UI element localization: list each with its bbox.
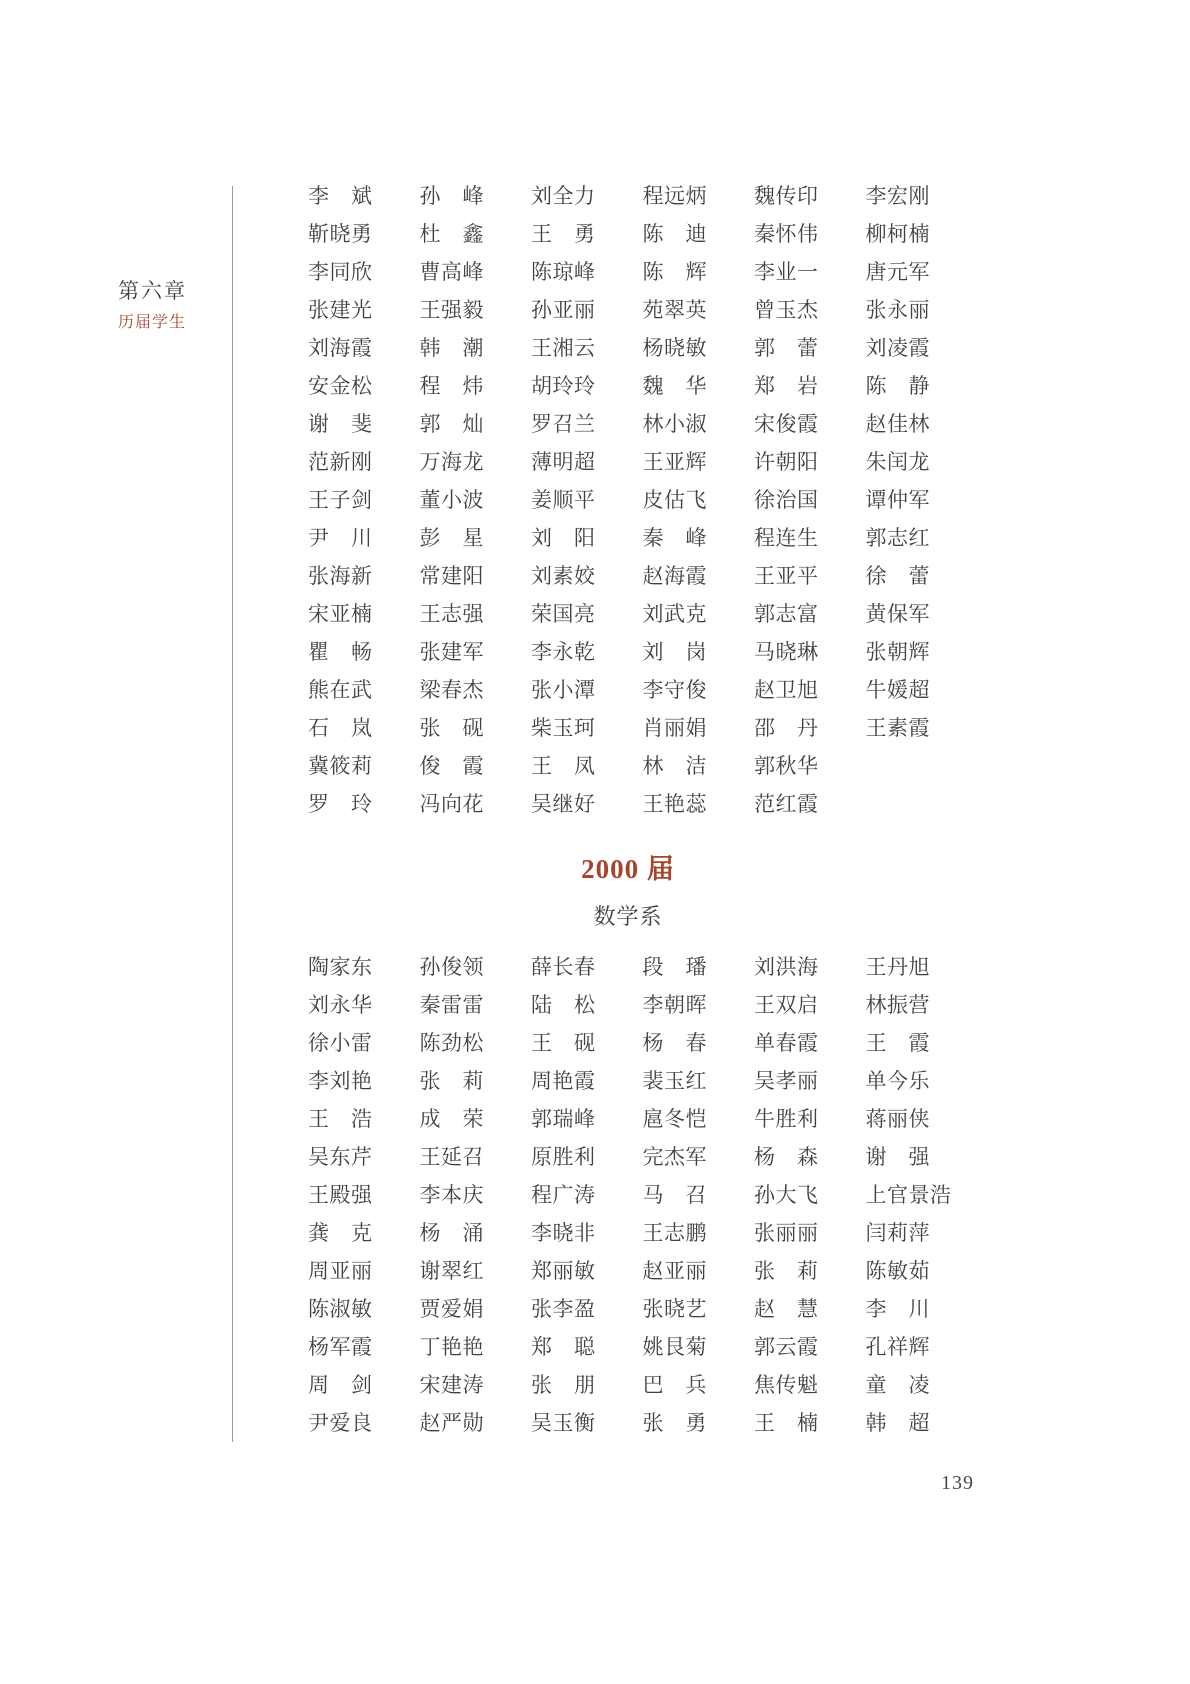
student-name: 张 莉 — [419, 1069, 484, 1093]
student-name: 郭 蕾 — [754, 336, 819, 360]
student-name: 程连生 — [754, 526, 819, 550]
student-name: 王殿强 — [308, 1183, 373, 1207]
name-row — [308, 1023, 980, 1061]
student-name: 王亚辉 — [642, 450, 707, 474]
name-row — [308, 252, 980, 290]
student-name: 赵卫旭 — [754, 678, 819, 702]
student-name: 牛媛超 — [865, 678, 930, 702]
student-name: 胡玲玲 — [531, 374, 596, 398]
student-name: 程广涛 — [531, 1183, 596, 1207]
student-name: 谢 强 — [865, 1145, 930, 1169]
chapter-title: 第六章 — [118, 279, 187, 303]
student-name: 靳晓勇 — [308, 222, 373, 246]
student-name: 杨 涌 — [419, 1221, 484, 1245]
student-name: 张永丽 — [865, 298, 930, 322]
student-name: 苑翠英 — [642, 298, 707, 322]
student-name: 林振营 — [865, 993, 930, 1017]
student-name: 董小波 — [419, 488, 484, 512]
student-name: 张小潭 — [531, 678, 596, 702]
student-name: 王 浩 — [308, 1107, 373, 1131]
student-name: 郭 灿 — [419, 412, 484, 436]
student-name: 周 剑 — [308, 1373, 373, 1397]
student-name: 常建阳 — [419, 564, 484, 588]
student-name: 魏 华 — [642, 374, 707, 398]
student-name: 马晓琳 — [754, 640, 819, 664]
name-row — [308, 670, 980, 708]
student-name: 张 勇 — [642, 1411, 707, 1435]
name-row — [308, 1175, 980, 1213]
name-row — [308, 442, 980, 480]
student-name: 王素霞 — [865, 716, 930, 740]
name-row — [308, 1137, 980, 1175]
student-name: 王丹旭 — [865, 955, 930, 979]
class-year-heading: 2000 届 — [581, 854, 675, 884]
name-row — [308, 985, 980, 1023]
student-name: 黄保军 — [865, 602, 930, 626]
student-name: 张建光 — [308, 298, 373, 322]
name-row — [308, 404, 980, 442]
student-name: 王子剑 — [308, 488, 373, 512]
name-row — [308, 746, 980, 784]
student-name: 赵 慧 — [754, 1297, 819, 1321]
student-name: 裴玉红 — [642, 1069, 707, 1093]
student-name: 姚艮菊 — [642, 1335, 707, 1359]
student-name: 郭秋华 — [754, 754, 819, 778]
student-name: 李永乾 — [531, 640, 596, 664]
student-name: 李 斌 — [308, 184, 373, 208]
student-name: 王 楠 — [754, 1411, 819, 1435]
student-name: 陈 迪 — [642, 222, 707, 246]
student-name: 许朝阳 — [754, 450, 819, 474]
student-name: 王志鹏 — [642, 1221, 707, 1245]
name-row — [308, 1327, 980, 1365]
student-name: 陈敏茹 — [865, 1259, 930, 1283]
student-name: 赵严勋 — [419, 1411, 484, 1435]
student-name: 李 川 — [865, 1297, 930, 1321]
student-name: 尹爱良 — [308, 1411, 373, 1435]
student-name: 扈冬恺 — [642, 1107, 707, 1131]
department-heading: 数学系 — [593, 904, 663, 929]
name-row — [308, 708, 980, 746]
student-name: 李同欣 — [308, 260, 373, 284]
student-name: 王艳蕊 — [642, 792, 707, 816]
name-row — [308, 176, 980, 214]
name-row — [308, 328, 980, 366]
roster-grid-previous-class — [308, 176, 980, 822]
student-name: 石 岚 — [308, 716, 373, 740]
chapter-sidebar — [118, 281, 224, 331]
student-name: 贾爱娟 — [419, 1297, 484, 1321]
student-name: 焦传魁 — [754, 1373, 819, 1397]
student-name: 龚 克 — [308, 1221, 373, 1245]
student-name: 瞿 畅 — [308, 640, 373, 664]
student-name: 王湘云 — [531, 336, 596, 360]
student-name: 魏传印 — [754, 184, 819, 208]
student-name: 上官景浩 — [865, 1183, 952, 1207]
student-name: 陈 辉 — [642, 260, 707, 284]
student-name: 吴孝丽 — [754, 1069, 819, 1093]
name-row — [308, 632, 980, 670]
student-name: 完杰军 — [642, 1145, 707, 1169]
student-name: 孙大飞 — [754, 1183, 819, 1207]
student-name: 刘凌霞 — [865, 336, 930, 360]
student-name: 牛胜利 — [754, 1107, 819, 1131]
student-name: 韩 潮 — [419, 336, 484, 360]
student-name: 邵 丹 — [754, 716, 819, 740]
student-name: 刘永华 — [308, 993, 373, 1017]
student-name: 罗召兰 — [531, 412, 596, 436]
student-name: 张李盈 — [531, 1297, 596, 1321]
student-name: 周亚丽 — [308, 1259, 373, 1283]
student-name: 李晓非 — [531, 1221, 596, 1245]
student-name: 刘洪海 — [754, 955, 819, 979]
student-name: 陈 静 — [865, 374, 930, 398]
student-name: 王双启 — [754, 993, 819, 1017]
student-name: 俊 霞 — [419, 754, 484, 778]
roster-grid-class-2000 — [308, 947, 980, 1441]
student-name: 肖丽娟 — [642, 716, 707, 740]
name-row — [308, 1289, 980, 1327]
name-row — [308, 1213, 980, 1251]
student-name: 郭志富 — [754, 602, 819, 626]
name-row — [308, 366, 980, 404]
student-name: 杨 森 — [754, 1145, 819, 1169]
student-name: 吴东芹 — [308, 1145, 373, 1169]
student-name: 李朝晖 — [642, 993, 707, 1017]
student-name: 彭 星 — [419, 526, 484, 550]
student-name: 王 勇 — [531, 222, 596, 246]
student-name: 王志强 — [419, 602, 484, 626]
student-name: 陈琼峰 — [531, 260, 596, 284]
student-name: 刘素姣 — [531, 564, 596, 588]
student-name: 巴 兵 — [642, 1373, 707, 1397]
student-name: 张 莉 — [754, 1259, 819, 1283]
student-name: 刘海霞 — [308, 336, 373, 360]
page-number: 139 — [941, 1472, 974, 1494]
student-name: 李宏刚 — [865, 184, 930, 208]
name-row — [308, 784, 980, 822]
student-name: 徐 蕾 — [865, 564, 930, 588]
chapter-subtitle: 历届学生 — [118, 314, 187, 331]
student-name: 李业一 — [754, 260, 819, 284]
student-name: 冀筱莉 — [308, 754, 373, 778]
name-row — [308, 1099, 980, 1137]
student-name: 王 霞 — [865, 1031, 930, 1055]
student-name: 郑 聪 — [531, 1335, 596, 1359]
student-name: 宋俊霞 — [754, 412, 819, 436]
student-name: 王强毅 — [419, 298, 484, 322]
student-name: 成 荣 — [419, 1107, 484, 1131]
name-row — [308, 1061, 980, 1099]
name-row — [308, 290, 980, 328]
student-name: 宋亚楠 — [308, 602, 373, 626]
student-name: 孔祥辉 — [865, 1335, 930, 1359]
student-name: 林 洁 — [642, 754, 707, 778]
student-name: 朱闰龙 — [865, 450, 930, 474]
student-name: 孙亚丽 — [531, 298, 596, 322]
student-name: 赵亚丽 — [642, 1259, 707, 1283]
student-name: 段 璠 — [642, 955, 707, 979]
name-row — [308, 1251, 980, 1289]
student-name: 郑 岩 — [754, 374, 819, 398]
student-name: 梁春杰 — [419, 678, 484, 702]
student-name: 李守俊 — [642, 678, 707, 702]
student-roster — [308, 176, 980, 1441]
student-name: 秦 峰 — [642, 526, 707, 550]
student-name: 罗 玲 — [308, 792, 373, 816]
student-name: 秦雷雷 — [419, 993, 484, 1017]
student-name: 李本庆 — [419, 1183, 484, 1207]
student-name: 孙 峰 — [419, 184, 484, 208]
student-name: 周艳霞 — [531, 1069, 596, 1093]
student-name: 柴玉珂 — [531, 716, 596, 740]
student-name: 王延召 — [419, 1145, 484, 1169]
student-name: 郑丽敏 — [531, 1259, 596, 1283]
student-name: 谢 斐 — [308, 412, 373, 436]
student-name: 杨晓敏 — [642, 336, 707, 360]
student-name: 刘 阳 — [531, 526, 596, 550]
student-name: 赵佳林 — [865, 412, 930, 436]
student-name: 张建军 — [419, 640, 484, 664]
student-name: 宋建涛 — [419, 1373, 484, 1397]
student-name: 徐治国 — [754, 488, 819, 512]
chapter-divider-line — [232, 186, 233, 1442]
student-name: 王 凤 — [531, 754, 596, 778]
student-name: 郭志红 — [865, 526, 930, 550]
student-name: 李刘艳 — [308, 1069, 373, 1093]
student-name: 林小淑 — [642, 412, 707, 436]
student-name: 薛长春 — [531, 955, 596, 979]
student-name: 陶家东 — [308, 955, 373, 979]
student-name: 王亚平 — [754, 564, 819, 588]
student-name: 安金松 — [308, 374, 373, 398]
student-name: 徐小雷 — [308, 1031, 373, 1055]
student-name: 万海龙 — [419, 450, 484, 474]
student-name: 范新刚 — [308, 450, 373, 474]
name-row — [308, 480, 980, 518]
student-name: 张丽丽 — [754, 1221, 819, 1245]
name-row — [308, 556, 980, 594]
student-name: 陈淑敏 — [308, 1297, 373, 1321]
student-name: 曹高峰 — [419, 260, 484, 284]
student-name: 程 炜 — [419, 374, 484, 398]
student-name: 刘 岗 — [642, 640, 707, 664]
student-name: 秦怀伟 — [754, 222, 819, 246]
student-name: 薄明超 — [531, 450, 596, 474]
student-name: 吴继好 — [531, 792, 596, 816]
student-name: 张海新 — [308, 564, 373, 588]
student-name: 谭仲军 — [865, 488, 930, 512]
student-name: 曾玉杰 — [754, 298, 819, 322]
name-row — [308, 947, 980, 985]
student-name: 王 砚 — [531, 1031, 596, 1055]
student-name: 杜 鑫 — [419, 222, 484, 246]
student-name: 郭瑞峰 — [531, 1107, 596, 1131]
student-name: 吴玉衡 — [531, 1411, 596, 1435]
student-name: 张 砚 — [419, 716, 484, 740]
student-name: 皮估飞 — [642, 488, 707, 512]
name-row — [308, 518, 980, 556]
student-name: 尹 川 — [308, 526, 373, 550]
student-name: 马 召 — [642, 1183, 707, 1207]
name-row — [308, 594, 980, 632]
student-name: 刘全力 — [531, 184, 596, 208]
student-name: 丁艳艳 — [419, 1335, 484, 1359]
student-name: 原胜利 — [531, 1145, 596, 1169]
student-name: 杨军霞 — [308, 1335, 373, 1359]
name-row — [308, 1365, 980, 1403]
student-name: 杨 春 — [642, 1031, 707, 1055]
student-name: 赵海霞 — [642, 564, 707, 588]
student-name: 韩 超 — [865, 1411, 930, 1435]
student-name: 单今乐 — [865, 1069, 930, 1093]
student-name: 程远炳 — [642, 184, 707, 208]
student-name: 陈劲松 — [419, 1031, 484, 1055]
student-name: 柳柯楠 — [865, 222, 930, 246]
student-name: 谢翠红 — [419, 1259, 484, 1283]
student-name: 范红霞 — [754, 792, 819, 816]
student-name: 荣国亮 — [531, 602, 596, 626]
student-name: 陆 松 — [531, 993, 596, 1017]
student-name: 张 朋 — [531, 1373, 596, 1397]
student-name: 冯向花 — [419, 792, 484, 816]
student-name: 闫莉萍 — [865, 1221, 930, 1245]
student-name: 张晓艺 — [642, 1297, 707, 1321]
student-name: 姜顺平 — [531, 488, 596, 512]
student-name: 蒋丽侠 — [865, 1107, 930, 1131]
student-name: 刘武克 — [642, 602, 707, 626]
student-name: 熊在武 — [308, 678, 373, 702]
name-row — [308, 214, 980, 252]
student-name: 郭云霞 — [754, 1335, 819, 1359]
student-name: 张朝辉 — [865, 640, 930, 664]
name-row — [308, 1403, 980, 1441]
student-name: 单春霞 — [754, 1031, 819, 1055]
student-name: 童 凌 — [865, 1373, 930, 1397]
student-name: 唐元军 — [865, 260, 930, 284]
student-name: 孙俊领 — [419, 955, 484, 979]
